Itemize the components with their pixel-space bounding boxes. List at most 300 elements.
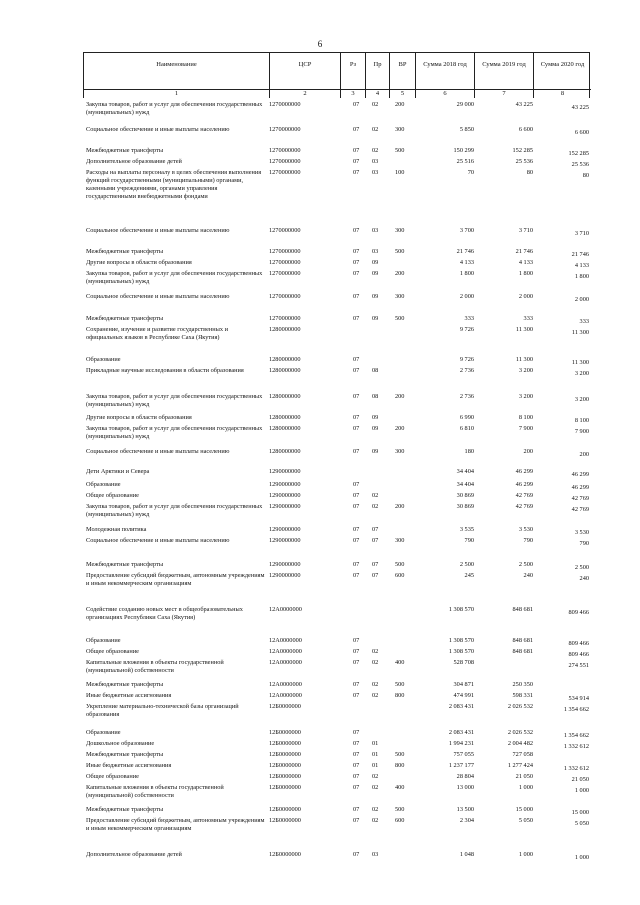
row-s19: 1 000 (518, 784, 533, 791)
row-s18: 757 055 (453, 751, 474, 758)
row-csr: 1280000000 (269, 414, 301, 421)
row-s19: 848 681 (512, 648, 533, 655)
row-csr: 1290000000 (269, 537, 301, 544)
row-name: Закупка товаров, работ и услуг для обеспечения государственных (муниципальных) нужд (86, 425, 263, 441)
row-name: Межбюджетные трансферты (86, 681, 164, 688)
row-pr: 02 (372, 503, 379, 510)
row-pr: 02 (372, 681, 379, 688)
row-s19: 598 331 (512, 692, 533, 699)
row-name: Молодежная политика (86, 526, 147, 533)
row-s20: 5 050 (574, 820, 589, 827)
row-s18: 2 000 (459, 293, 474, 300)
row-name: Межбюджетные трансферты (86, 806, 164, 813)
row-s20: 1 354 662 (563, 706, 589, 713)
row-rz: 07 (353, 637, 360, 644)
row-s18: 1 308 570 (448, 648, 474, 655)
row-vr: 200 (395, 393, 405, 400)
row-s19: 7 900 (518, 425, 533, 432)
row-s19: 6 600 (518, 126, 533, 133)
row-vr: 800 (395, 692, 405, 699)
row-name: Содействие созданию новых мест в общеобразовательных организациях Республики Саха (Якутия) (86, 606, 243, 622)
row-name: Расходы на выплаты персоналу в целях обеспечения выполнения функций государственными (муниципальными) органами, казенными учреждениями, органами управления государственными внебюджетными фондами (86, 169, 262, 201)
row-pr: 08 (372, 367, 379, 374)
row-s19: 3 200 (518, 367, 533, 374)
row-s19: 1 800 (518, 270, 533, 277)
col-2019-label: Сумма 2019 год (482, 61, 526, 68)
row-s19: 46 299 (515, 468, 533, 475)
row-vr: 500 (395, 751, 405, 758)
row-s20: 6 600 (574, 129, 589, 136)
row-csr: 1270000000 (269, 147, 301, 154)
row-s18: 34 404 (456, 481, 474, 488)
row-name: Социальное обеспечение и иные выплаты населению (86, 537, 230, 544)
row-s18: 25 516 (456, 158, 474, 165)
col-vr-label: ВР (398, 61, 407, 68)
row-name: Предоставление субсидий бюджетным, автономным учреждениям и иным некоммерческим организациям (86, 572, 265, 588)
row-s19: 21 746 (515, 248, 533, 255)
row-s18: 4 133 (459, 259, 474, 266)
row-name: Образование (86, 356, 121, 363)
row-csr: 1290000000 (269, 561, 301, 568)
row-rz: 07 (353, 751, 360, 758)
row-rz: 07 (353, 147, 360, 154)
row-pr: 02 (372, 101, 379, 108)
row-s18: 2 736 (459, 367, 474, 374)
row-vr: 400 (395, 784, 405, 791)
row-pr: 01 (372, 762, 379, 769)
row-rz: 07 (353, 227, 360, 234)
row-vr: 300 (395, 448, 405, 455)
row-s20: 15 000 (571, 809, 589, 816)
row-s18: 70 (467, 169, 474, 176)
row-csr: 12Б0000000 (269, 806, 301, 813)
row-name: Закупка товаров, работ и услуг для обеспечения государственных (муниципальных) нужд (86, 270, 263, 286)
row-s18: 13 000 (456, 784, 474, 791)
row-rz: 07 (353, 126, 360, 133)
row-name: Образование (86, 729, 121, 736)
row-rz: 07 (353, 158, 360, 165)
row-s18: 1 800 (459, 270, 474, 277)
row-rz: 07 (353, 526, 360, 533)
row-csr: 1270000000 (269, 158, 301, 165)
row-s20: 42 769 (571, 506, 589, 513)
row-s20: 534 914 (568, 695, 589, 702)
row-s20: 809 466 (568, 640, 589, 647)
row-vr: 800 (395, 762, 405, 769)
row-csr: 1290000000 (269, 572, 301, 579)
row-rz: 07 (353, 681, 360, 688)
row-csr: 1280000000 (269, 425, 301, 432)
row-csr: 1270000000 (269, 259, 301, 266)
row-rz: 07 (353, 356, 360, 363)
row-csr: 12А0000000 (269, 659, 302, 666)
row-pr: 03 (372, 851, 379, 858)
row-s19: 46 299 (515, 481, 533, 488)
row-rz: 07 (353, 293, 360, 300)
row-name: Межбюджетные трансферты (86, 147, 164, 154)
row-s18: 30 869 (456, 503, 474, 510)
row-s20: 1 332 612 (563, 765, 589, 772)
row-s19: 80 (526, 169, 533, 176)
row-csr: 1270000000 (269, 227, 301, 234)
row-s19: 790 (523, 537, 533, 544)
row-vr: 500 (395, 147, 405, 154)
row-s18: 333 (464, 315, 474, 322)
row-csr: 12Б0000000 (269, 729, 301, 736)
row-vr: 500 (395, 806, 405, 813)
row-s18: 150 299 (453, 147, 474, 154)
row-s19: 2 026 532 (507, 729, 533, 736)
row-pr: 03 (372, 227, 379, 234)
row-pr: 09 (372, 425, 379, 432)
row-csr: 12Б0000000 (269, 784, 301, 791)
col-5-number: 5 (400, 90, 405, 97)
row-vr: 500 (395, 561, 405, 568)
row-name: Дополнительное образование детей (86, 851, 182, 858)
row-name: Предоставление субсидий бюджетным, автономным учреждениям и иным некоммерческим организациям (86, 817, 265, 833)
row-s20: 3 530 (574, 529, 589, 536)
row-s20: 3 200 (574, 396, 589, 403)
row-s20: 25 536 (571, 161, 589, 168)
row-pr: 03 (372, 169, 379, 176)
row-rz: 07 (353, 101, 360, 108)
row-s20: 1 332 612 (563, 743, 589, 750)
row-vr: 300 (395, 293, 405, 300)
row-s18: 1 048 (459, 851, 474, 858)
row-s20: 42 769 (571, 495, 589, 502)
row-csr: 12Б0000000 (269, 817, 301, 824)
row-s18: 9 726 (459, 356, 474, 363)
row-pr: 09 (372, 259, 379, 266)
row-s18: 13 500 (456, 806, 474, 813)
col-2020-label: Сумма 2020 год (540, 61, 585, 68)
row-csr: 1290000000 (269, 492, 301, 499)
row-name: Сохранение, изучение и развитие государственных и официальных языков в Республике Саха (Якутия) (86, 326, 228, 342)
row-vr: 200 (395, 503, 405, 510)
row-s18: 790 (464, 537, 474, 544)
row-s18: 21 746 (456, 248, 474, 255)
row-s18: 29 000 (456, 101, 474, 108)
row-s18: 2 304 (459, 817, 474, 824)
row-csr: 12Б0000000 (269, 751, 301, 758)
row-pr: 02 (372, 692, 379, 699)
row-name: Закупка товаров, работ и услуг для обеспечения государственных (муниципальных) нужд (86, 101, 263, 117)
row-s18: 6 990 (459, 414, 474, 421)
col-rz-label: Рз (349, 61, 357, 68)
row-vr: 100 (395, 169, 405, 176)
row-s19: 2 026 532 (507, 703, 533, 710)
row-s20: 2 000 (574, 296, 589, 303)
row-vr: 200 (395, 425, 405, 432)
row-rz: 07 (353, 784, 360, 791)
row-pr: 03 (372, 158, 379, 165)
row-csr: 1280000000 (269, 367, 301, 374)
row-name: Межбюджетные трансферты (86, 248, 164, 255)
row-s19: 2 500 (518, 561, 533, 568)
row-s19: 333 (523, 315, 533, 322)
row-s20: 790 (579, 540, 589, 547)
row-s18: 34 404 (456, 468, 474, 475)
row-pr: 02 (372, 806, 379, 813)
row-pr: 09 (372, 315, 379, 322)
row-name: Общее образование (86, 773, 139, 780)
row-s18: 1 308 570 (448, 606, 474, 613)
row-s20: 11 300 (571, 359, 589, 366)
row-s19: 21 050 (515, 773, 533, 780)
row-s19: 200 (523, 448, 533, 455)
row-s20: 4 133 (574, 262, 589, 269)
row-s20: 3 710 (574, 230, 589, 237)
row-s20: 43 225 (571, 104, 589, 111)
row-s20: 11 300 (571, 329, 589, 336)
row-s18: 180 (464, 448, 474, 455)
col-7-number: 7 (502, 90, 506, 97)
row-s20: 1 800 (574, 273, 589, 280)
row-s20: 200 (579, 451, 589, 458)
row-pr: 03 (372, 248, 379, 255)
row-vr: 300 (395, 537, 405, 544)
row-name: Дошкольное образование (86, 740, 155, 747)
col-pr-label: Пр (373, 61, 382, 68)
row-s19: 2 000 (518, 293, 533, 300)
row-s19: 11 300 (515, 356, 533, 363)
row-s20: 2 500 (574, 564, 589, 571)
col-8-number: 8 (560, 90, 565, 97)
row-vr: 300 (395, 227, 405, 234)
row-pr: 01 (372, 751, 379, 758)
row-csr: 1290000000 (269, 503, 301, 510)
row-s18: 1 994 231 (448, 740, 474, 747)
row-pr: 07 (372, 537, 379, 544)
col-2018-label: Сумма 2018 год (423, 61, 467, 68)
row-csr: 1280000000 (269, 356, 301, 363)
row-pr: 09 (372, 414, 379, 421)
col-csr-label: ЦСР (298, 61, 312, 68)
row-s18: 3 535 (459, 526, 474, 533)
row-s19: 3 710 (518, 227, 533, 234)
row-s20: 46 299 (571, 471, 589, 478)
row-s18: 5 850 (459, 126, 474, 133)
row-csr: 12Б0000000 (269, 851, 301, 858)
row-s20: 274 551 (568, 662, 589, 669)
row-name: Межбюджетные трансферты (86, 561, 164, 568)
row-pr: 02 (372, 147, 379, 154)
row-s19: 3 200 (518, 393, 533, 400)
row-name: Иные бюджетные ассигнования (86, 762, 172, 769)
row-csr: 1280000000 (269, 326, 301, 333)
row-csr: 12А0000000 (269, 681, 302, 688)
row-name: Прикладные научные исследования в области образования (86, 367, 244, 374)
row-pr: 01 (372, 740, 379, 747)
row-csr: 12Б0000000 (269, 740, 301, 747)
row-vr: 600 (395, 817, 405, 824)
row-rz: 07 (353, 817, 360, 824)
row-s18: 2 083 431 (448, 703, 474, 710)
row-s20: 152 285 (568, 150, 589, 157)
row-s19: 1 277 424 (507, 762, 533, 769)
row-csr: 1280000000 (269, 448, 301, 455)
row-name: Укрепление материально-технической базы организаций образования (86, 703, 239, 719)
row-pr: 07 (372, 526, 379, 533)
row-name: Иные бюджетные ассигнования (86, 692, 172, 699)
row-s20: 1 354 662 (563, 732, 589, 739)
row-rz: 07 (353, 481, 360, 488)
row-name: Социальное обеспечение и иные выплаты населению (86, 448, 230, 455)
row-rz: 07 (353, 648, 360, 655)
row-s19: 8 100 (518, 414, 533, 421)
row-rz: 07 (353, 169, 360, 176)
row-s20: 21 746 (571, 251, 589, 258)
row-rz: 07 (353, 448, 360, 455)
row-s19: 848 681 (512, 606, 533, 613)
row-name: Общее образование (86, 648, 139, 655)
row-vr: 500 (395, 248, 405, 255)
row-pr: 09 (372, 293, 379, 300)
row-s19: 848 681 (512, 637, 533, 644)
row-rz: 07 (353, 425, 360, 432)
row-s20: 333 (579, 318, 589, 325)
row-csr: 1270000000 (269, 169, 301, 176)
row-s20: 80 (582, 172, 589, 179)
col-4-number: 4 (375, 90, 380, 97)
row-rz: 07 (353, 367, 360, 374)
row-csr: 1290000000 (269, 481, 301, 488)
row-vr: 300 (395, 126, 405, 133)
row-name: Общее образование (86, 492, 139, 499)
row-s19: 25 536 (515, 158, 533, 165)
row-rz: 07 (353, 492, 360, 499)
row-name: Межбюджетные трансферты (86, 751, 164, 758)
row-rz: 07 (353, 414, 360, 421)
row-s19: 11 300 (515, 326, 533, 333)
col-3-number: 3 (351, 90, 355, 97)
page-number: 6 (317, 39, 323, 49)
row-s18: 2 500 (459, 561, 474, 568)
row-s19: 43 225 (515, 101, 533, 108)
row-csr: 12А0000000 (269, 637, 302, 644)
row-s20: 46 299 (571, 484, 589, 491)
row-rz: 07 (353, 762, 360, 769)
row-s20: 1 000 (574, 787, 589, 794)
row-vr: 500 (395, 315, 405, 322)
row-csr: 1290000000 (269, 526, 301, 533)
row-csr: 1270000000 (269, 126, 301, 133)
row-name: Образование (86, 637, 121, 644)
row-s20: 240 (579, 575, 589, 582)
row-s19: 250 350 (512, 681, 533, 688)
row-csr: 1270000000 (269, 248, 301, 255)
row-pr: 09 (372, 270, 379, 277)
row-pr: 02 (372, 784, 379, 791)
row-vr: 500 (395, 681, 405, 688)
row-rz: 07 (353, 806, 360, 813)
row-s18: 304 871 (453, 681, 474, 688)
row-pr: 08 (372, 393, 379, 400)
row-s18: 2 736 (459, 393, 474, 400)
row-s18: 1 237 177 (448, 762, 474, 769)
row-pr: 02 (372, 659, 379, 666)
row-s18: 245 (464, 572, 474, 579)
row-s19: 15 000 (515, 806, 533, 813)
col-6-number: 6 (443, 90, 447, 97)
col-1-number: 1 (174, 90, 179, 97)
row-csr: 1270000000 (269, 315, 301, 322)
row-vr: 200 (395, 101, 405, 108)
row-name: Капитальные вложения в объекты государственной (муниципальной) собственности (86, 659, 224, 675)
row-vr: 200 (395, 270, 405, 277)
row-csr: 1270000000 (269, 270, 301, 277)
row-name: Дети Арктики и Севера (86, 468, 150, 475)
row-s18: 28 804 (456, 773, 474, 780)
col-2-number: 2 (303, 90, 307, 97)
row-csr: 12Б0000000 (269, 773, 301, 780)
row-s20: 8 100 (574, 417, 589, 424)
row-csr: 12Б0000000 (269, 762, 301, 769)
row-name: Социальное обеспечение и иные выплаты населению (86, 227, 230, 234)
row-pr: 02 (372, 773, 379, 780)
row-s19: 5 050 (518, 817, 533, 824)
row-csr: 1280000000 (269, 393, 301, 400)
row-name: Другие вопросы в области образования (86, 259, 192, 266)
row-rz: 07 (353, 270, 360, 277)
row-name: Дополнительное образование детей (86, 158, 182, 165)
row-s18: 6 810 (459, 425, 474, 432)
row-csr: 12А0000000 (269, 606, 302, 613)
row-rz: 07 (353, 851, 360, 858)
row-pr: 02 (372, 817, 379, 824)
row-s19: 42 769 (515, 503, 533, 510)
row-rz: 07 (353, 740, 360, 747)
row-rz: 07 (353, 773, 360, 780)
row-rz: 07 (353, 692, 360, 699)
row-name: Закупка товаров, работ и услуг для обеспечения государственных (муниципальных) нужд (86, 393, 263, 409)
row-s18: 3 700 (459, 227, 474, 234)
row-rz: 07 (353, 248, 360, 255)
row-s20: 7 900 (574, 428, 589, 435)
row-rz: 07 (353, 537, 360, 544)
row-s20: 3 200 (574, 370, 589, 377)
row-s20: 809 466 (568, 651, 589, 658)
row-rz: 07 (353, 259, 360, 266)
row-s20: 809 466 (568, 609, 589, 616)
row-s18: 2 083 431 (448, 729, 474, 736)
row-s20: 21 050 (571, 776, 589, 783)
row-name: Закупка товаров, работ и услуг для обеспечения государственных (муниципальных) нужд (86, 503, 263, 519)
row-s19: 1 000 (518, 851, 533, 858)
row-name: Другие вопросы в области образования (86, 414, 192, 421)
row-vr: 400 (395, 659, 405, 666)
col-name-label: Наименование (156, 61, 197, 68)
row-csr: 1270000000 (269, 101, 301, 108)
row-rz: 07 (353, 393, 360, 400)
row-csr: 1290000000 (269, 468, 301, 475)
row-name: Социальное обеспечение и иные выплаты населению (86, 293, 230, 300)
row-s18: 30 869 (456, 492, 474, 499)
row-s18: 1 308 570 (448, 637, 474, 644)
row-s18: 9 726 (459, 326, 474, 333)
row-csr: 12А0000000 (269, 692, 302, 699)
row-s18: 528 708 (453, 659, 474, 666)
row-pr: 02 (372, 648, 379, 655)
row-rz: 07 (353, 572, 360, 579)
row-s19: 3 530 (518, 526, 533, 533)
row-vr: 600 (395, 572, 405, 579)
row-rz: 07 (353, 561, 360, 568)
row-s19: 152 285 (512, 147, 533, 154)
row-name: Образование (86, 481, 121, 488)
row-pr: 02 (372, 492, 379, 499)
row-rz: 07 (353, 729, 360, 736)
